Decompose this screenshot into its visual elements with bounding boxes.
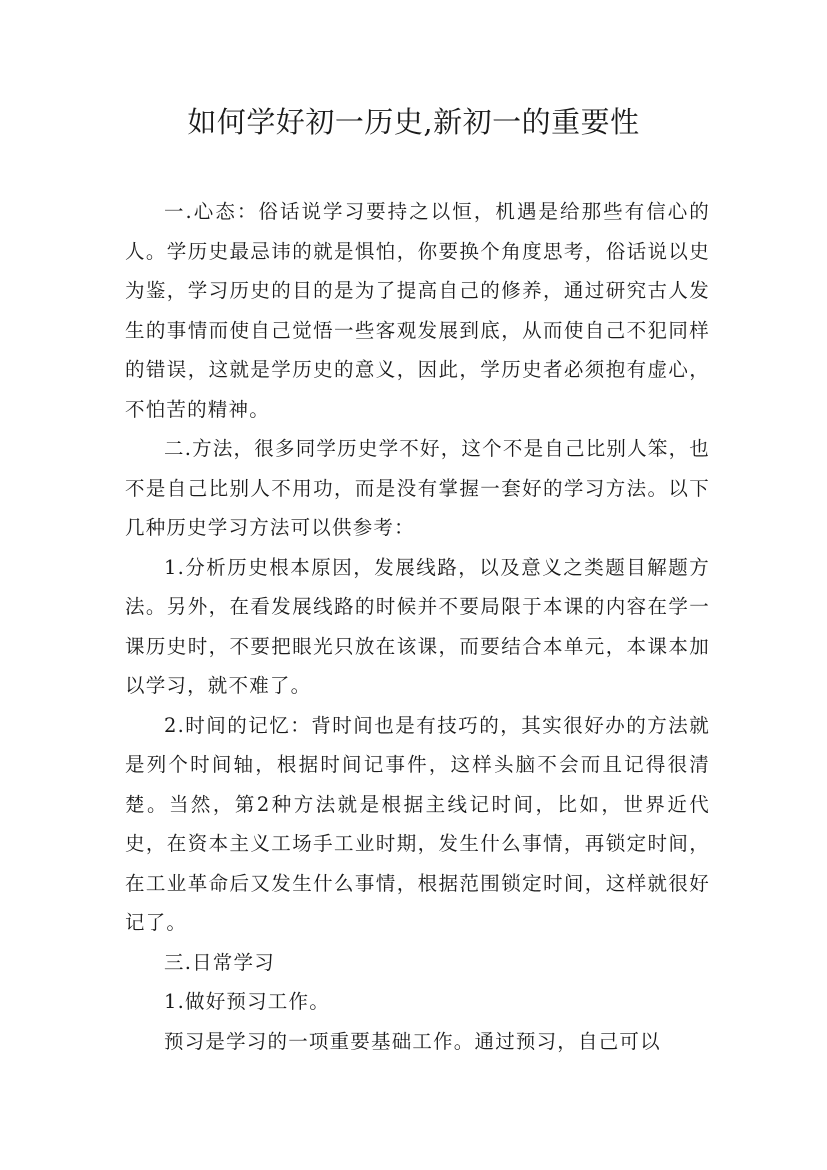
paragraph-method-2: 2.时间的记忆：背时间也是有技巧的，其实很好办的方法就是列个时间轴，根据时间记事件，这样头脑不会而且记得很清楚。当然，第2种方法就是根据主线记时间，比如，世界近代史，在资本主义工场手工业时期，发生什么事情，再锁定时间，在工业革命后又发生什么事情，根据范围锁定时间，这样就很好记了。 <box>125 713 710 934</box>
document-body <box>125 192 710 1061</box>
paragraph-mindset: 一.心态：俗话说学习要持之以恒，机遇是给那些有信心的人。学历史最忌讳的就是惧怕，你要换个角度思考，俗话说以史为鉴，学习历史的目的是为了提高自己的修养，通过研究古人发生的事情而使自己觉悟一些客观发展到底，从而使自己不犯同样的错误，这就是学历史的意义，因此，学历史者必须抱有虚心，不怕苦的精神。 <box>125 200 710 421</box>
paragraph-method-1: 1.分析历史根本原因，发展线路，以及意义之类题目解题方法。另外，在看发展线路的时候并不要局限于本课的内容在学一课历史时，不要把眼光只放在该课，而要结合本单元，本课本加以学习，就不难了。 <box>125 555 710 697</box>
paragraph-daily-study-1: 1.做好预习工作。 <box>164 990 330 1013</box>
paragraph-daily-study-heading: 三.日常学习 <box>164 950 275 974</box>
document-title: 如何学好初一历史,新初一的重要性 <box>187 105 640 139</box>
paragraph-preview: 预习是学习的一项重要基础工作。通过预习，自己可以 <box>164 1029 661 1053</box>
paragraph-method: 二.方法，很多同学历史学不好，这个不是自己比别人笨，也不是自己比别人不用功，而是没有掌握一套好的学习方法。以下几种历史学习方法可以供参考： <box>125 437 710 539</box>
